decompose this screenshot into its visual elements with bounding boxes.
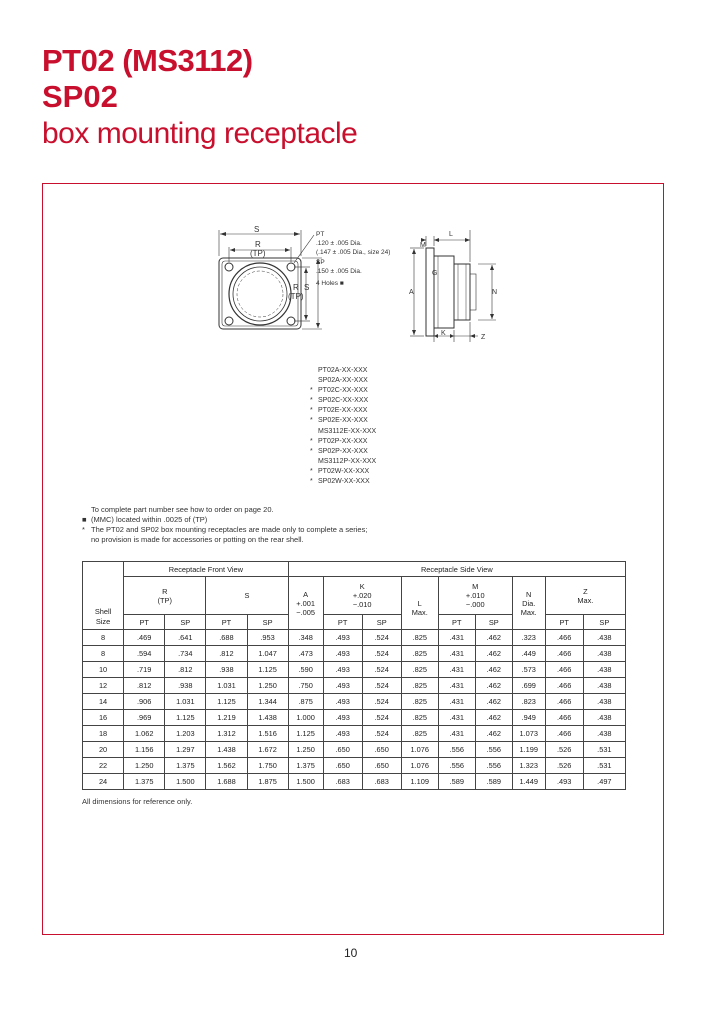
label-sp: SP <box>316 259 325 266</box>
table-cell: .589 <box>438 774 475 790</box>
table-cell: .556 <box>475 742 512 758</box>
header-m: M +.010 −.000 <box>438 577 512 615</box>
table-cell: 1.250 <box>288 742 323 758</box>
table-cell: .473 <box>288 646 323 662</box>
table-cell: .573 <box>512 662 545 678</box>
table-cell: .462 <box>475 710 512 726</box>
table-row <box>83 662 626 678</box>
table-cell: .949 <box>512 710 545 726</box>
table-cell: .466 <box>545 662 583 678</box>
table-cell: .699 <box>512 678 545 694</box>
table-cell: .938 <box>206 662 247 678</box>
table-cell: 1.312 <box>206 726 247 742</box>
note-line: To complete part number see how to order on page 20. <box>91 505 274 514</box>
table-cell: .493 <box>545 774 583 790</box>
table-cell: .750 <box>288 678 323 694</box>
table-cell: .556 <box>438 758 475 774</box>
table-cell: 1.688 <box>206 774 247 790</box>
table-cell: .734 <box>165 646 206 662</box>
label-a: A <box>409 289 414 296</box>
header-r: R (TP) <box>124 577 206 615</box>
part-number-item: * SP02P-XX-XXX <box>310 447 368 455</box>
table-cell: .438 <box>583 630 625 646</box>
table-cell: 1.000 <box>288 710 323 726</box>
part-number-item: * SP02W-XX-XXX <box>310 478 370 486</box>
receptacle-ring-inner <box>233 267 287 321</box>
header-side-view: Receptacle Side View <box>288 562 625 577</box>
label-sp-hole: .150 ± .005 Dia. <box>316 268 362 275</box>
table-row <box>83 646 626 662</box>
part-number-item: * PT02C-XX-XXX <box>310 387 368 395</box>
part-number-item: * SP02C-XX-XXX <box>310 397 369 405</box>
header-r-pt: PT <box>124 615 165 630</box>
table-cell: 1.562 <box>206 758 247 774</box>
header-z-pt: PT <box>545 615 583 630</box>
dimension-table <box>82 561 626 790</box>
label-s: S <box>254 225 260 234</box>
rear-shell-side <box>454 264 470 320</box>
table-cell: .650 <box>323 758 362 774</box>
table-cell: 1.125 <box>165 710 206 726</box>
shell-size-cell: 12 <box>83 678 124 694</box>
table-cell: .719 <box>124 662 165 678</box>
note-line: * The PT02 and SP02 box mounting receptacles are made only to complete a series; <box>82 525 368 534</box>
label-tp: (TP) <box>250 249 266 258</box>
part-number-item: * PT02W-XX-XXX <box>310 467 370 475</box>
header-m-pt: PT <box>438 615 475 630</box>
table-cell: .589 <box>475 774 512 790</box>
body-side <box>434 256 454 328</box>
label-g: G <box>432 270 438 277</box>
table-cell: .438 <box>583 678 625 694</box>
table-cell: .493 <box>323 694 362 710</box>
table-cell: 1.199 <box>512 742 545 758</box>
table-cell: .438 <box>583 662 625 678</box>
table-cell: 1.109 <box>401 774 438 790</box>
label-pt: PT <box>316 231 325 238</box>
table-cell: .825 <box>401 710 438 726</box>
mount-hole-tl <box>225 263 233 271</box>
table-cell: .524 <box>362 710 401 726</box>
header-s-pt: PT <box>206 615 247 630</box>
shell-size-cell: 14 <box>83 694 124 710</box>
header-z-sp: SP <box>583 615 625 630</box>
table-cell: .812 <box>124 678 165 694</box>
shell-size-cell: 16 <box>83 710 124 726</box>
table-cell: .650 <box>323 742 362 758</box>
table-cell: .469 <box>124 630 165 646</box>
table-cell: 1.062 <box>124 726 165 742</box>
table-cell: 1.073 <box>512 726 545 742</box>
label-k: K <box>441 330 446 337</box>
table-cell: .466 <box>545 726 583 742</box>
label-z: Z <box>481 334 486 341</box>
table-cell: .438 <box>583 710 625 726</box>
subtitle: box mounting receptacle <box>42 117 358 150</box>
table-cell: .969 <box>124 710 165 726</box>
shell-size-cell: 18 <box>83 726 124 742</box>
header-shell-size: Shell Size <box>83 562 124 630</box>
table-cell: .641 <box>165 630 206 646</box>
header-r-sp: SP <box>165 615 206 630</box>
table-cell: .683 <box>323 774 362 790</box>
table-cell: .531 <box>583 742 625 758</box>
shell-size-cell: 20 <box>83 742 124 758</box>
table-cell: 1.125 <box>206 694 247 710</box>
label-pt-hole-24: (.147 ± .005 Dia., size 24) <box>316 249 391 256</box>
front-view-drawing <box>219 230 325 329</box>
table-cell: .493 <box>323 630 362 646</box>
mount-hole-tr <box>287 263 295 271</box>
shell-size-cell: 22 <box>83 758 124 774</box>
table-cell: .431 <box>438 694 475 710</box>
table-cell: .449 <box>512 646 545 662</box>
table-cell: .462 <box>475 678 512 694</box>
table-cell: .590 <box>288 662 323 678</box>
shell-size-cell: 10 <box>83 662 124 678</box>
table-cell: .526 <box>545 758 583 774</box>
table-cell: .431 <box>438 646 475 662</box>
part-number-item: * PT02E-XX-XXX <box>310 407 368 415</box>
table-cell: .825 <box>401 662 438 678</box>
label-n: N <box>492 289 498 296</box>
table-cell: .524 <box>362 630 401 646</box>
table-cell: 1.250 <box>124 758 165 774</box>
header-a: A +.001 −.005 <box>288 577 323 630</box>
part-number-item: MS3112E-XX-XXX <box>318 427 377 435</box>
label-s-side: S <box>304 283 310 292</box>
table-cell: 1.672 <box>247 742 288 758</box>
table-cell: 1.449 <box>512 774 545 790</box>
table-cell: .556 <box>475 758 512 774</box>
table-cell: 1.125 <box>288 726 323 742</box>
table-cell: 1.500 <box>165 774 206 790</box>
table-cell: 1.156 <box>124 742 165 758</box>
table-cell: .323 <box>512 630 545 646</box>
table-row <box>83 742 626 758</box>
table-cell: .825 <box>401 646 438 662</box>
table-cell: .466 <box>545 678 583 694</box>
table-cell: 1.344 <box>247 694 288 710</box>
header-front-view: Receptacle Front View <box>124 562 289 577</box>
table-cell: .953 <box>247 630 288 646</box>
table-cell: 1.076 <box>401 742 438 758</box>
table-cell: .825 <box>401 694 438 710</box>
table-cell: .823 <box>512 694 545 710</box>
table-cell: .493 <box>323 662 362 678</box>
label-holes: 4 Holes ■ <box>316 280 344 287</box>
shell-size-cell: 24 <box>83 774 124 790</box>
table-cell: .462 <box>475 726 512 742</box>
table-row <box>83 630 626 646</box>
table-cell: 1.438 <box>247 710 288 726</box>
header-k: K +.020 −.010 <box>323 577 401 615</box>
table-cell: .650 <box>362 742 401 758</box>
header-k-pt: PT <box>323 615 362 630</box>
label-r: R <box>255 240 261 249</box>
table-cell: .462 <box>475 662 512 678</box>
table-cell: .524 <box>362 678 401 694</box>
table-cell: .438 <box>583 694 625 710</box>
table-cell: .493 <box>323 726 362 742</box>
table-cell: .594 <box>124 646 165 662</box>
table-cell: .431 <box>438 678 475 694</box>
table-cell: .493 <box>323 678 362 694</box>
title-part-ms: PT02 (MS3112) <box>42 43 253 78</box>
page-number: 10 <box>344 946 358 960</box>
table-cell: 1.516 <box>247 726 288 742</box>
table-cell: 1.125 <box>247 662 288 678</box>
header-s-sp: SP <box>247 615 288 630</box>
shell-size-cell: 8 <box>83 646 124 662</box>
header-l: L Max. <box>401 577 438 630</box>
table-row <box>83 726 626 742</box>
table-cell: .524 <box>362 694 401 710</box>
header-n: N Dia. Max. <box>512 577 545 630</box>
receptacle-ring-outer <box>229 263 291 325</box>
table-cell: .938 <box>165 678 206 694</box>
header-k-sp: SP <box>362 615 401 630</box>
table-cell: .493 <box>323 710 362 726</box>
table-cell: .524 <box>362 726 401 742</box>
table-cell: .526 <box>545 742 583 758</box>
table-cell: .466 <box>545 710 583 726</box>
table-cell: 1.750 <box>247 758 288 774</box>
table-row <box>83 678 626 694</box>
table-cell: .462 <box>475 694 512 710</box>
reference-footnote: All dimensions for reference only. <box>82 797 193 806</box>
table-cell: 1.219 <box>206 710 247 726</box>
table-cell: .650 <box>362 758 401 774</box>
table-cell: .531 <box>583 758 625 774</box>
part-number-item: SP02A-XX-XXX <box>318 377 368 385</box>
table-cell: 1.375 <box>165 758 206 774</box>
table-cell: .875 <box>288 694 323 710</box>
table-cell: .524 <box>362 662 401 678</box>
table-cell: 1.323 <box>512 758 545 774</box>
label-tp-side: (TP) <box>288 292 304 301</box>
table-cell: .524 <box>362 646 401 662</box>
table-row <box>83 774 626 790</box>
table-cell: 1.375 <box>288 758 323 774</box>
table-cell: 1.047 <box>247 646 288 662</box>
table-cell: .438 <box>583 726 625 742</box>
table-cell: .812 <box>165 662 206 678</box>
table-cell: .812 <box>206 646 247 662</box>
title-part-sp: SP02 <box>42 79 118 114</box>
table-cell: .688 <box>206 630 247 646</box>
table-row <box>83 758 626 774</box>
part-number-item: * SP02E-XX-XXX <box>310 417 368 425</box>
part-number-list <box>310 366 377 487</box>
header-m-sp: SP <box>475 615 512 630</box>
table-cell: .825 <box>401 630 438 646</box>
table-cell: .683 <box>362 774 401 790</box>
table-cell: .438 <box>583 646 625 662</box>
mount-hole-bl <box>225 317 233 325</box>
label-pt-hole: .120 ± .005 Dia. <box>316 240 362 247</box>
table-cell: .466 <box>545 630 583 646</box>
table-cell: 1.875 <box>247 774 288 790</box>
table-cell: .906 <box>124 694 165 710</box>
table-cell: .348 <box>288 630 323 646</box>
table-cell: .497 <box>583 774 625 790</box>
note-line: ■ (MMC) located within .0025 of (TP) <box>82 515 208 524</box>
table-cell: 1.297 <box>165 742 206 758</box>
table-cell: .825 <box>401 726 438 742</box>
part-number-item: PT02A-XX-XXX <box>318 367 368 374</box>
header-z: Z Max. <box>545 577 625 615</box>
table-cell: 1.250 <box>247 678 288 694</box>
table-cell: .431 <box>438 662 475 678</box>
table-cell: .462 <box>475 646 512 662</box>
label-r-side: R <box>293 283 299 292</box>
table-cell: 1.438 <box>206 742 247 758</box>
label-l: L <box>449 231 453 238</box>
shell-size-cell: 8 <box>83 630 124 646</box>
table-cell: .462 <box>475 630 512 646</box>
mount-hole-br <box>287 317 295 325</box>
table-cell: 1.500 <box>288 774 323 790</box>
table-cell: .431 <box>438 726 475 742</box>
table-cell: .556 <box>438 742 475 758</box>
table-cell: .466 <box>545 694 583 710</box>
part-number-item: MS3112P-XX-XXX <box>318 457 377 465</box>
label-m: M <box>420 242 426 249</box>
table-cell: .825 <box>401 678 438 694</box>
part-number-item: * PT02P-XX-XXX <box>310 437 368 445</box>
table-cell: 1.031 <box>165 694 206 710</box>
table-row <box>83 694 626 710</box>
header-s: S <box>206 577 288 615</box>
table-cell: .431 <box>438 630 475 646</box>
table-cell: .493 <box>323 646 362 662</box>
flange-side <box>426 248 434 336</box>
table-row <box>83 710 626 726</box>
table-cell: 1.076 <box>401 758 438 774</box>
table-cell: .466 <box>545 646 583 662</box>
note-line: no provision is made for accessories or potting on the rear shell. <box>91 535 304 544</box>
table-cell: .431 <box>438 710 475 726</box>
table-cell: 1.375 <box>124 774 165 790</box>
table-cell: 1.203 <box>165 726 206 742</box>
notes-block <box>82 505 367 545</box>
table-cell: 1.031 <box>206 678 247 694</box>
